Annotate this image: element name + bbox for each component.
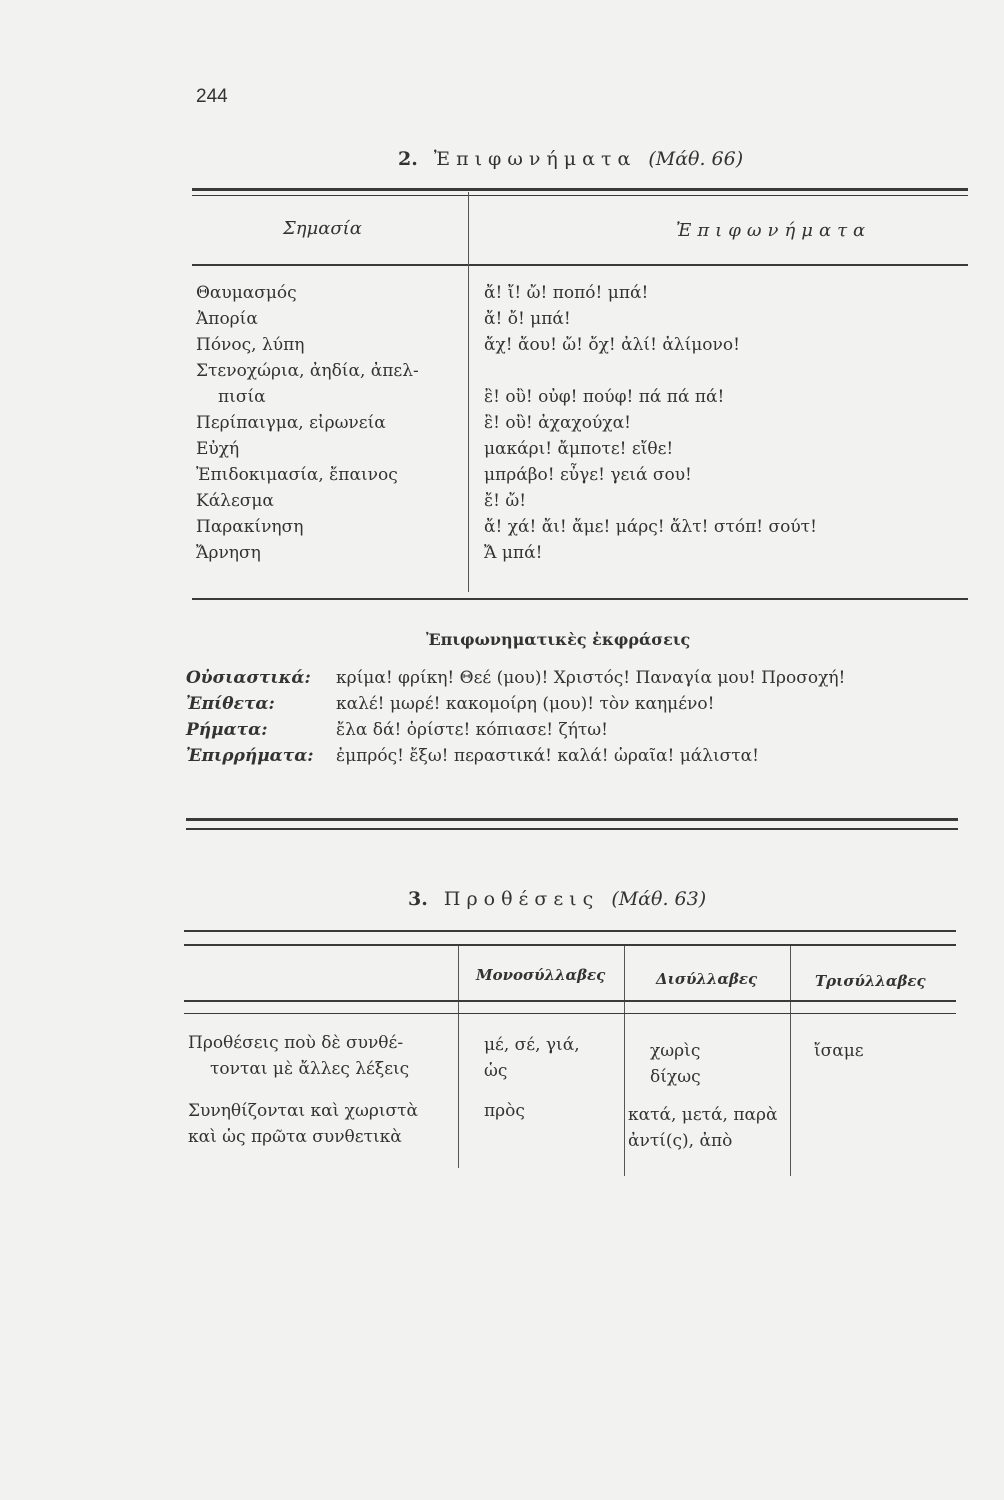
expression-label: Ἐπίθετα: <box>186 694 275 714</box>
prep-row1-label <box>188 1030 409 1082</box>
interjection-item: ἄχ! ἄου! ὤ! ὄχ! ἀλί! ἀλίμονο! <box>484 335 740 355</box>
expression-row <box>186 694 845 714</box>
table-top-rule-thin <box>192 195 968 196</box>
interjection-item: ἔ! ὤ! <box>484 491 527 511</box>
meanings-list <box>196 280 419 566</box>
prep-row1-di <box>650 1038 701 1090</box>
interjections-column-header: Ἐπιφωνήματα <box>676 220 872 241</box>
section-number: 2. <box>398 148 418 170</box>
expression-row <box>186 746 845 766</box>
expressions-bottom-rule <box>186 818 958 821</box>
preposition-item: χωρὶς <box>650 1041 701 1061</box>
row-label-line: καὶ ὡς πρῶτα συνθετικὰ <box>188 1127 402 1147</box>
prep-row1-mono <box>484 1032 580 1084</box>
expression-label: Ἐπιρρήματα: <box>186 746 314 766</box>
expressions-heading: Ἐπιφωνηματικὲς ἐκφράσεις <box>426 630 691 649</box>
prep-row2-mono <box>484 1098 525 1124</box>
interjections-section-title <box>398 148 743 170</box>
meaning-item: Παρακίνηση <box>196 517 304 537</box>
section-title-text: Ἐπιφωνήματα <box>433 148 637 170</box>
meaning-item: Κάλεσμα <box>196 491 274 511</box>
preposition-item: δίχως <box>650 1067 701 1087</box>
meaning-item: πισία <box>218 387 266 407</box>
section-number: 3. <box>408 888 428 910</box>
meaning-column-header: Σημασία <box>283 218 362 239</box>
prep-column-divider-3 <box>790 946 791 1176</box>
expressions-bottom-rule-2 <box>186 828 958 830</box>
interjection-item: μπράβο! εὖγε! γειά σου! <box>484 465 692 485</box>
prep-table-top-rule <box>184 930 956 932</box>
expression-text: κρίμα! φρίκη! Θεέ (μου)! Χριστός! Παναγία μου! Προσοχή! <box>336 668 846 688</box>
row-label-line: τονται μὲ ἄλλες λέξεις <box>210 1059 410 1079</box>
expression-text: καλέ! μωρέ! κακομοίρη (μου)! τὸν καημένο! <box>336 694 715 714</box>
column-divider <box>468 192 469 592</box>
prep-header-rule <box>184 1000 956 1002</box>
row-label-line: Συνηθίζονται καὶ χωριστὰ <box>188 1101 418 1121</box>
preposition-item: μέ, σέ, γιά, <box>484 1035 580 1055</box>
preposition-item: πρὸς <box>484 1101 525 1121</box>
prep-row1-tri <box>814 1038 864 1064</box>
expression-label: Οὐσιαστικά: <box>186 668 311 688</box>
prepositions-section-title <box>408 888 706 910</box>
meaning-item: Στενοχώρια, ἀηδία, ἀπελ- <box>196 361 419 381</box>
header-rule <box>192 264 968 266</box>
preposition-item: κατά, μετά, παρὰ <box>628 1105 778 1125</box>
meaning-item: Ἄρνηση <box>196 543 261 563</box>
section-ref: (Μάθ. 66) <box>648 148 744 170</box>
prep-row2-label <box>188 1098 418 1150</box>
interjection-item: ἄ! ὄ! μπά! <box>484 309 571 329</box>
prep-table-top-rule-2 <box>184 944 956 946</box>
prep-header-rule-thin <box>184 1013 956 1014</box>
interjection-item: ἄ! ἴ! ὤ! ποπό! μπά! <box>484 283 649 303</box>
row-label-line: Προθέσεις ποὺ δὲ συνθέ- <box>188 1033 404 1053</box>
meaning-item: Περίπαιγμα, εἰρωνεία <box>196 413 386 433</box>
meaning-item: Πόνος, λύπη <box>196 335 305 355</box>
trisyllabic-column-header: Τρισύλλαβες <box>815 972 926 990</box>
disyllabic-column-header: Δισύλλαβες <box>656 970 758 988</box>
meaning-item: Θαυμασμός <box>196 283 297 303</box>
expression-row <box>186 668 845 688</box>
expressions-block <box>186 668 845 766</box>
interjections-list <box>484 280 817 566</box>
preposition-item: ὡς <box>484 1061 508 1081</box>
monosyllabic-column-header: Μονοσύλλαβες <box>476 966 606 984</box>
expression-label: Ρήματα: <box>186 720 268 740</box>
meaning-item: Ἀπορία <box>196 309 258 329</box>
table-top-rule <box>192 188 968 191</box>
expression-text: ἐμπρός! ἔξω! περαστικά! καλά! ὡραῖα! μάλιστα! <box>336 746 759 766</box>
page-number: 244 <box>196 86 228 107</box>
interjection-item: Ἄ μπά! <box>484 543 543 563</box>
preposition-item: ἀντί(ς), ἀπὸ <box>628 1131 733 1151</box>
prep-column-divider-1 <box>458 946 459 1168</box>
interjection-item: ἒ! οὒ! οὐφ! πούφ! πά πά πά! <box>484 387 725 407</box>
expression-row <box>186 720 845 740</box>
preposition-item: ἴσαμε <box>814 1041 864 1061</box>
meaning-item: Ἐπιδοκιμασία, ἔπαινος <box>196 465 398 485</box>
interjection-item: ἒ! οὒ! ἀχαχούχα! <box>484 413 631 433</box>
section-title-text: Προθέσεις <box>443 888 600 910</box>
table-bottom-rule <box>192 598 968 600</box>
prep-column-divider-2 <box>624 946 625 1176</box>
interjection-item: ἄ! χά! ἄι! ἄμε! μάρς! ἄλτ! στόπ! σούτ! <box>484 517 817 537</box>
meaning-item: Εὐχή <box>196 439 240 459</box>
prep-row2-di <box>628 1102 777 1154</box>
interjection-item: μακάρι! ἄμποτε! εἴθε! <box>484 439 674 459</box>
expression-text: ἔλα δά! ὁρίστε! κόπιασε! ζήτω! <box>336 720 608 740</box>
section-ref: (Μάθ. 63) <box>611 888 707 910</box>
